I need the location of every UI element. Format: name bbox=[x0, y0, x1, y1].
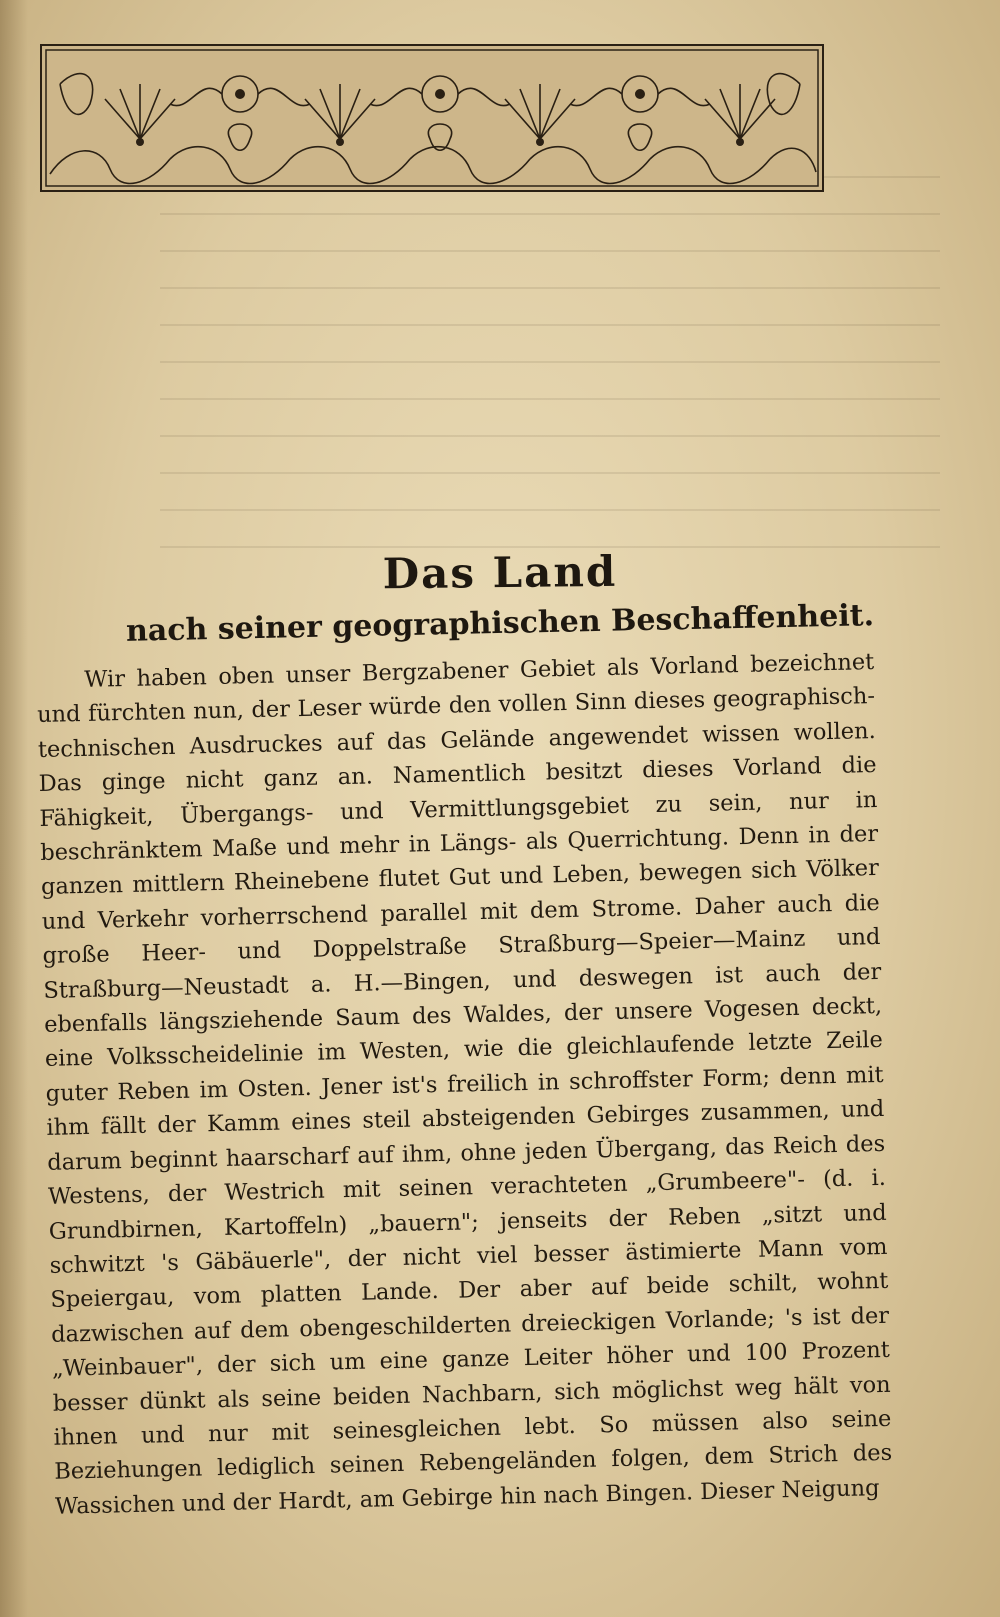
ornament-frieze-icon bbox=[40, 44, 824, 192]
chapter-subtitle: nach seiner geographischen Beschaffenheit. bbox=[125, 598, 875, 649]
decorative-header-ornament bbox=[40, 44, 824, 192]
show-through-text bbox=[160, 150, 940, 570]
chapter-title: Das Land bbox=[382, 546, 618, 599]
binding-shadow bbox=[0, 0, 28, 1617]
body-paragraph: Wir haben oben unser Bergzabener Gebiet als Vorland bezeichnet und fürchten nun, der Leser würde den vollen Sinn dieses geographisch-technischen Ausdruckes auf das Gelände angewendet wissen wollen. Das ginge nicht ganz an. Namentlich besitzt dieses Vorland die Fähigkeit, Übergangs- und Vermittlungsgebiet zu sein, nur in beschränktem Maße und mehr in Längs- als Querrichtung. Denn in der ganzen mittlern Rheinebene flutet Gut und Leben, bewegen sich Völker und Verkehr vorherrschend parallel mit dem Strome. Daher auch die große Heer- und Doppelstraße Straßburg—Speier—Mainz und Straßburg—Neustadt a. H.—Bingen, und deswegen ist auch der ebenfalls längsziehende Saum des Waldes, der unsere Vogesen deckt, eine Volksscheidelinie im Westen, wie die gleichlaufende letzte Zeile guter Reben im Osten. Jener ist's freilich in schroffster Form; denn mit ihm fällt der Kamm eines steil absteigenden Gebirges zusammen, und darum beginnt haarscharf auf ihm, ohne jeden Übergang, das Reich des Westens, der Westrich mit seinen verachteten „Grumbeere"- (d. i. Grundbirnen, Kartoffeln) „bauern"; jenseits der Reben „sitzt und schwitzt 's Gäbäuerle", der nicht viel besser ästimierte Mann vom Speiergau, vom platten Lande. Der aber auf beide schilt, wohnt dazwischen auf dem obengeschilderten dreieckigen Vorlande; 's ist der „Weinbauer", der sich um eine ganze Leiter höher und 100 Prozent besser dünkt als seine beiden Nachbarn, sich möglichst weg hält von ihnen und nur mit seinesgleichen lebt. So müssen also seine Beziehungen lediglich seinen Rebengeländen folgen, dem Strich des Wassichen und der Hardt, am Gebirge hin nach Bingen. Dieser Neigung bbox=[36, 648, 893, 1520]
